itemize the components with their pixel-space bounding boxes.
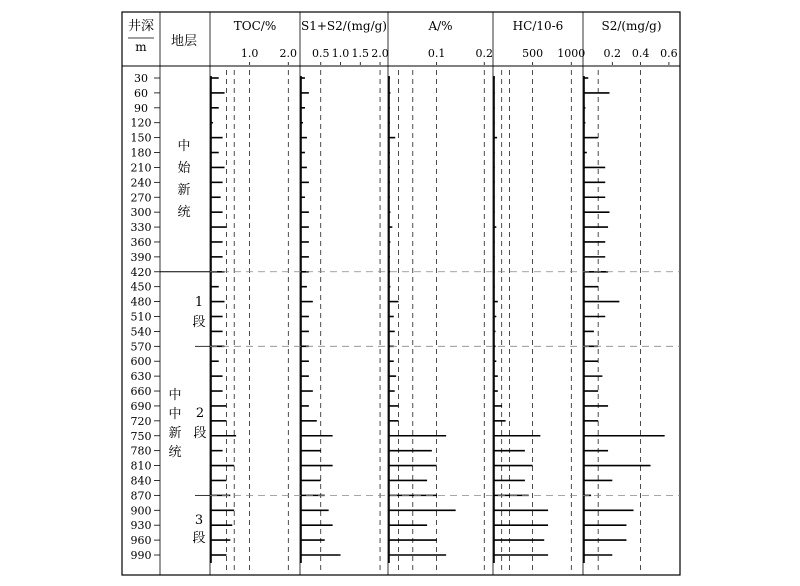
depth-tick-label: 660	[130, 385, 152, 399]
depth-tick-label: 750	[130, 429, 152, 443]
depth-tick-label: 300	[130, 206, 152, 220]
axis-tick-label: 1.0	[331, 47, 350, 60]
stratum-label-char: 中	[177, 139, 191, 154]
depth-tick-label: 90	[134, 101, 148, 115]
section-label-char: 3	[194, 513, 204, 528]
stratum-label-char: 统	[177, 205, 191, 220]
panel-title: S1+S2/(mg/g)	[301, 19, 387, 33]
depth-tick-label: 510	[130, 310, 152, 324]
depth-tick-label: 840	[130, 474, 152, 488]
panel-headers	[234, 19, 662, 33]
chart-frame	[122, 12, 680, 575]
depth-tick-label: 270	[130, 191, 152, 205]
depth-tick-label: 360	[130, 235, 152, 249]
depth-tick-label: 450	[130, 280, 152, 294]
panel-title: S2/(mg/g)	[601, 19, 662, 33]
stratum-label-char: 新	[168, 426, 182, 441]
depth-tick-label: 570	[130, 340, 152, 354]
depth-tick-label: 180	[130, 146, 152, 160]
stratum-label-char: 新	[177, 183, 191, 198]
depth-tick-label: 480	[130, 295, 152, 309]
depth-tick-label: 330	[130, 221, 152, 235]
depth-tick-label: 120	[130, 116, 152, 130]
section-label-char: 段	[192, 531, 206, 546]
depth-tick-label: 30	[134, 72, 148, 85]
section-label-char: 2	[195, 406, 205, 421]
axis-tick-label: 2.0	[371, 47, 389, 60]
depth-tick-label: 810	[130, 459, 152, 473]
axis-tick-label: 0.1	[427, 47, 446, 60]
depth-tick-label: 240	[130, 176, 152, 190]
depth-tick-label: 690	[130, 399, 152, 413]
depth-tick-label: 420	[130, 265, 152, 279]
axis-tick-label: 0.6	[660, 47, 678, 60]
depth-tick-label: 540	[130, 325, 152, 339]
depth-tick-label: 210	[130, 161, 152, 175]
depth-tick-label: 960	[130, 534, 152, 548]
section-label-char: 段	[193, 426, 207, 441]
depth-tick-label: 150	[130, 131, 152, 145]
depth-tick-label: 600	[130, 355, 152, 369]
axis-tick-label: 500	[522, 47, 544, 60]
depth-tick-label: 900	[130, 504, 152, 518]
depth-tick-label: 60	[134, 86, 148, 100]
axis-tick-label: 1.5	[351, 47, 370, 60]
section-label-char: 1	[194, 295, 204, 310]
stratum-label-char: 始	[177, 161, 191, 176]
depth-tick-label: 630	[130, 370, 152, 384]
panel-title: A/%	[428, 19, 453, 33]
panel-hc	[494, 47, 585, 571]
stratum-label-char: 统	[168, 445, 182, 460]
axis-tick-label: 2.0	[279, 47, 298, 60]
section-label-char: 段	[192, 315, 206, 330]
depth-tick-label: 870	[130, 489, 152, 503]
depth-tick-label: 990	[130, 549, 152, 562]
strata-labels	[160, 138, 210, 546]
panel-toc	[211, 47, 297, 571]
outer-border	[122, 12, 680, 575]
axis-tick-label: 1.0	[240, 47, 259, 60]
depth-unit-label: m	[135, 40, 147, 54]
panel-chloroform	[389, 47, 493, 571]
stratum-boundaries	[210, 272, 680, 496]
panel-title: TOC/%	[233, 19, 277, 33]
depth-axis	[131, 72, 161, 562]
depth-tick-label: 930	[130, 519, 152, 533]
axis-tick-label: 0.4	[631, 47, 650, 60]
axis-tick-label: 0.2	[475, 47, 493, 60]
axis-tick-label: 0.5	[312, 47, 330, 60]
stratum-label-char: 中	[168, 407, 182, 422]
panel-s1s2	[301, 47, 389, 571]
panel-title: HC/10-6	[512, 19, 564, 33]
panel-s2	[584, 47, 678, 571]
depth-tick-label: 390	[130, 250, 152, 264]
axis-tick-label: 0.2	[603, 47, 622, 60]
depth-tick-label: 720	[130, 414, 152, 428]
depth-tick-label: 780	[130, 444, 152, 458]
strata-header-label: 地层	[170, 34, 198, 49]
chart-header	[128, 18, 197, 54]
depth-header-label: 井深	[127, 19, 155, 34]
stratum-label-char: 中	[168, 388, 182, 403]
axis-tick-label: 1000	[557, 47, 586, 60]
data-panels	[211, 47, 678, 571]
